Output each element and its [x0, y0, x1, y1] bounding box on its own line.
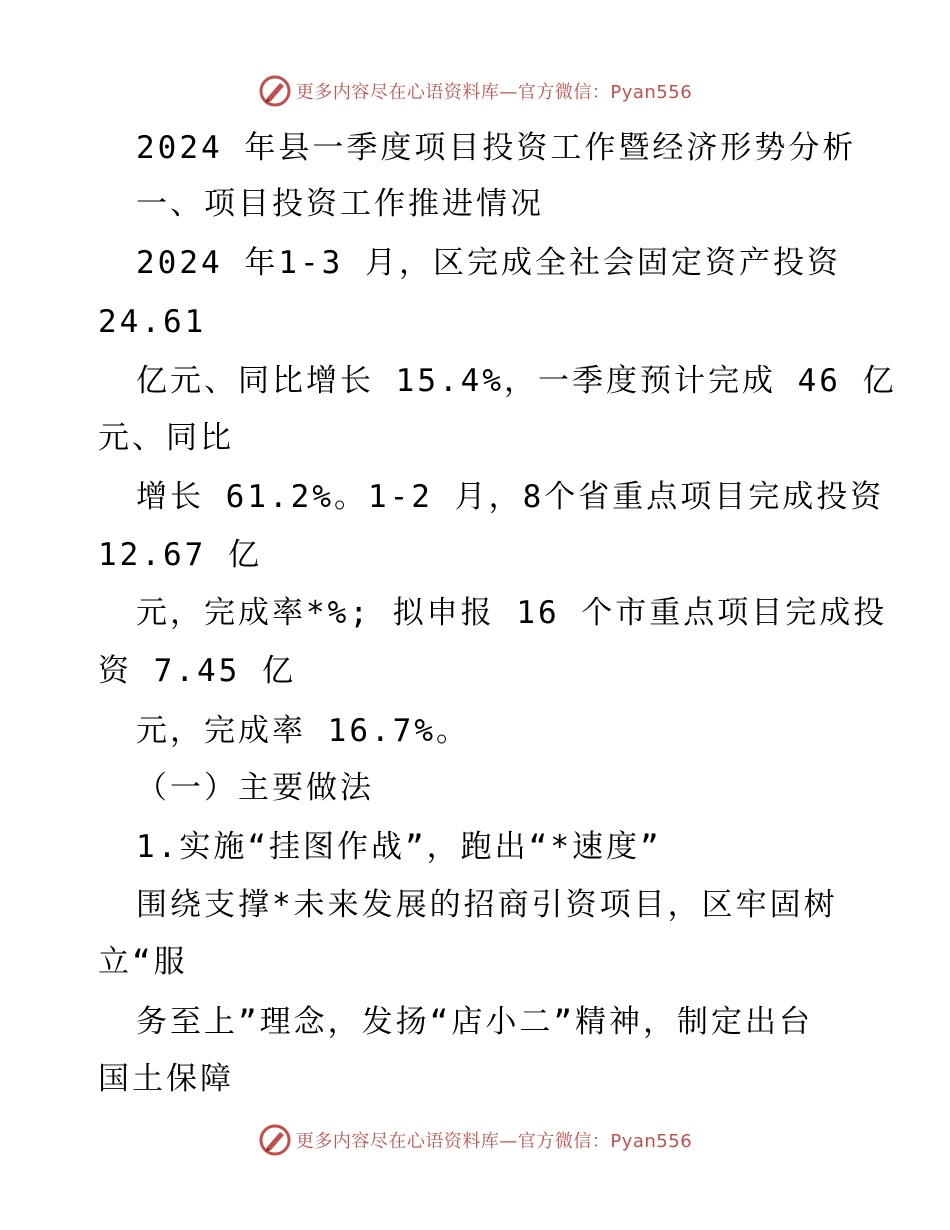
text-line: 增长 61.2%。1-2 月，8个省重点项目完成投资 — [136, 479, 885, 515]
text-line: 12.67 亿 — [98, 537, 262, 573]
header-watermark — [0, 71, 950, 111]
text-line: 立“服 — [98, 944, 188, 980]
text-line: 务至上”理念，发扬“店小二”精神，制定出台 — [136, 1004, 813, 1040]
text-line: 元、同比 — [98, 420, 234, 456]
text-line: 元，完成率 16.7%。 — [136, 713, 470, 749]
subsection-heading: 1.实施“挂图作战”，跑出“*速度” — [136, 829, 662, 865]
watermark-text: 更多内容尽在心语资料库—官方微信：Pyan556 — [295, 82, 693, 103]
text-line: 2024 年1-3 月，区完成全社会固定资产投资 — [136, 245, 841, 281]
text-line: 元，完成率*%; 拟申报 16 个市重点项目完成投 — [136, 595, 888, 631]
text-line: 国土保障 — [98, 1061, 234, 1097]
text-line: 资 7.45 亿 — [98, 653, 296, 689]
text-line: 一、项目投资工作推进情况 — [136, 186, 544, 222]
pen-logo-icon — [258, 74, 292, 108]
footer-watermark — [0, 1120, 950, 1160]
text-line: 亿元、同比增长 15.4%，一季度预计完成 46 亿 — [136, 363, 897, 399]
document-title: 2024 年县一季度项目投资工作暨经济形势分析 — [136, 130, 857, 166]
pen-logo-icon — [258, 1123, 292, 1157]
watermark-text: 更多内容尽在心语资料库—官方微信：Pyan556 — [295, 1131, 693, 1152]
text-line: 24.61 — [98, 304, 207, 340]
text-line: 围绕支撑*未来发展的招商引资项目，区牢固树 — [136, 887, 838, 923]
section-heading: （一）主要做法 — [136, 770, 374, 806]
